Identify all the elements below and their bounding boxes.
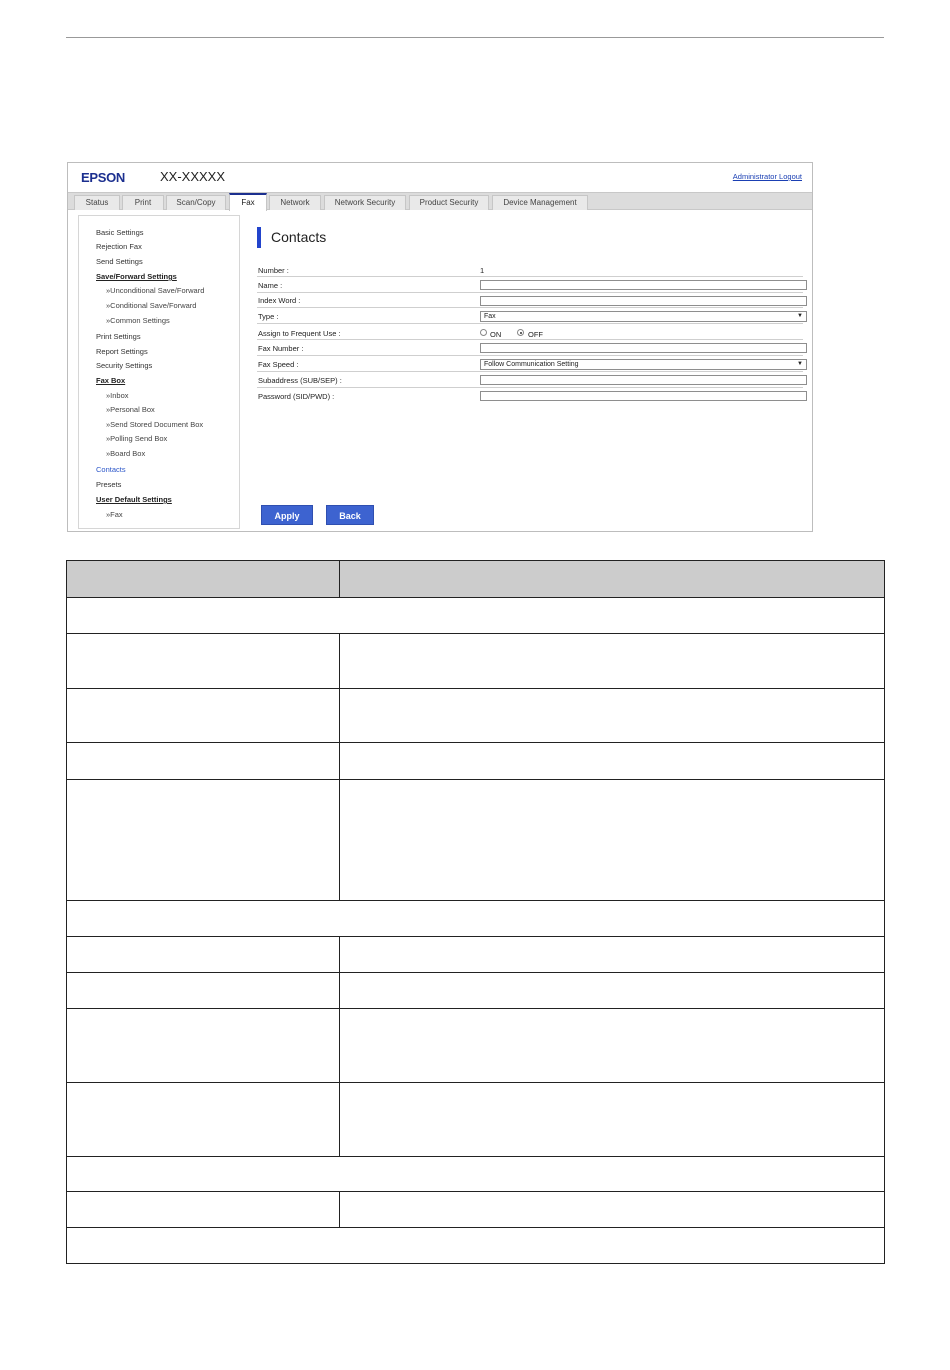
- sidebar-item-rejection-fax[interactable]: Rejection Fax: [96, 242, 142, 251]
- form-row-name: [257, 277, 803, 293]
- name-input[interactable]: [480, 280, 807, 290]
- sidebar-item-common-settings[interactable]: »Common Settings: [106, 316, 170, 325]
- table-row: [67, 689, 884, 743]
- sidebar-item-conditional-save-forward[interactable]: »Conditional Save/Forward: [106, 301, 197, 310]
- table-section-row: [67, 1157, 884, 1192]
- fax-number-label: Fax Number :: [258, 344, 304, 353]
- sidebar-item-security-settings[interactable]: Security Settings: [96, 361, 153, 370]
- main-panel: [253, 215, 805, 529]
- sidebar-item-send-settings[interactable]: Send Settings: [96, 257, 143, 266]
- frequent-on-radio[interactable]: [480, 329, 487, 336]
- table-row: [67, 937, 884, 973]
- frequent-off-radio[interactable]: [517, 329, 524, 336]
- table-row: [67, 1009, 884, 1083]
- sidebar-item-polling-send-box[interactable]: »Polling Send Box: [106, 434, 168, 443]
- tab-scan-copy[interactable]: Scan/Copy: [166, 195, 226, 210]
- tab-bar: [68, 192, 812, 210]
- sidebar-item-print-settings[interactable]: Print Settings: [96, 332, 141, 341]
- table-header: [67, 561, 884, 598]
- sidebar-item-report-settings[interactable]: Report Settings: [96, 347, 148, 356]
- brand-logo: EPSON: [81, 170, 126, 185]
- settings-table: [66, 560, 885, 1264]
- number-label: Number :: [258, 266, 289, 275]
- table-section-row: [67, 598, 884, 634]
- form-row-fax-speed: [257, 356, 803, 372]
- form-row-type: [257, 308, 803, 324]
- frequent-use-label: Assign to Frequent Use :: [258, 329, 341, 338]
- password-input[interactable]: [480, 391, 807, 401]
- tab-fax[interactable]: Fax: [229, 193, 267, 211]
- sidebar-item-unconditional-save-forward[interactable]: »Unconditional Save/Forward: [106, 286, 205, 295]
- sidebar-item-board-box[interactable]: »Board Box: [106, 449, 146, 458]
- index-word-label: Index Word :: [258, 296, 301, 305]
- password-label: Password (SID/PWD) :: [258, 392, 335, 401]
- table-section-row: [67, 1228, 884, 1263]
- sidebar-item-user-default-fax[interactable]: »Fax: [106, 510, 123, 519]
- apply-button[interactable]: Apply: [261, 505, 313, 525]
- tab-network-security[interactable]: Network Security: [324, 195, 406, 210]
- sidebar-item-personal-box[interactable]: »Personal Box: [106, 405, 155, 414]
- sidebar-heading-save-forward: Save/Forward Settings: [96, 272, 177, 281]
- fax-speed-label: Fax Speed :: [258, 360, 299, 369]
- name-label: Name :: [258, 281, 283, 290]
- table-row: [67, 1192, 884, 1228]
- chevron-down-icon: ▼: [797, 313, 803, 319]
- table-row: [67, 743, 884, 780]
- tab-status[interactable]: Status: [74, 195, 120, 210]
- type-select[interactable]: [480, 311, 807, 322]
- frequent-on-label: ON: [490, 330, 502, 339]
- back-button[interactable]: Back: [326, 505, 374, 525]
- index-word-input[interactable]: [480, 296, 807, 306]
- table-column-divider: [339, 561, 340, 598]
- tab-product-security[interactable]: Product Security: [409, 195, 489, 210]
- form-row-index-word: [257, 293, 803, 308]
- sidebar: [78, 215, 240, 529]
- sidebar-item-basic-settings[interactable]: Basic Settings: [96, 228, 144, 237]
- form-row-password: [257, 388, 803, 404]
- type-select-value: Fax: [484, 313, 496, 320]
- form-row-fax-number: [257, 340, 803, 356]
- subaddress-input[interactable]: [480, 375, 807, 385]
- page-title: Contacts: [257, 227, 326, 248]
- type-label: Type :: [258, 312, 279, 321]
- administrator-logout-link[interactable]: Administrator Logout: [732, 172, 802, 181]
- table-row: [67, 1083, 884, 1157]
- table-row: [67, 973, 884, 1009]
- tab-network[interactable]: Network: [269, 195, 321, 210]
- frequent-off-label: OFF: [528, 330, 543, 339]
- table-section-row: [67, 901, 884, 937]
- form-row-number: [257, 262, 803, 277]
- sidebar-item-contacts[interactable]: Contacts: [96, 465, 126, 474]
- fax-speed-select-value: Follow Communication Setting: [484, 361, 579, 368]
- sidebar-item-send-stored-document-box[interactable]: »Send Stored Document Box: [106, 420, 204, 429]
- fax-number-input[interactable]: [480, 343, 807, 353]
- app-header: [68, 163, 812, 190]
- form-row-subaddress: [257, 372, 803, 388]
- tab-device-management[interactable]: Device Management: [492, 195, 588, 210]
- fax-speed-select[interactable]: [480, 359, 807, 370]
- chevron-down-icon: ▼: [797, 361, 803, 367]
- sidebar-heading-user-default-settings: User Default Settings: [96, 495, 172, 504]
- table-row: [67, 780, 884, 901]
- web-config-screenshot: [67, 162, 813, 532]
- tab-print[interactable]: Print: [122, 195, 164, 210]
- form-row-frequent-use: [257, 324, 803, 340]
- table-row: [67, 634, 884, 689]
- number-value: 1: [480, 266, 485, 275]
- sidebar-item-inbox[interactable]: »Inbox: [106, 391, 129, 400]
- sidebar-item-presets[interactable]: Presets: [96, 480, 122, 489]
- subaddress-label: Subaddress (SUB/SEP) :: [258, 376, 342, 385]
- page-top-rule: [66, 37, 884, 38]
- model-name: XX-XXXXX: [160, 169, 226, 184]
- sidebar-heading-fax-box: Fax Box: [96, 376, 126, 385]
